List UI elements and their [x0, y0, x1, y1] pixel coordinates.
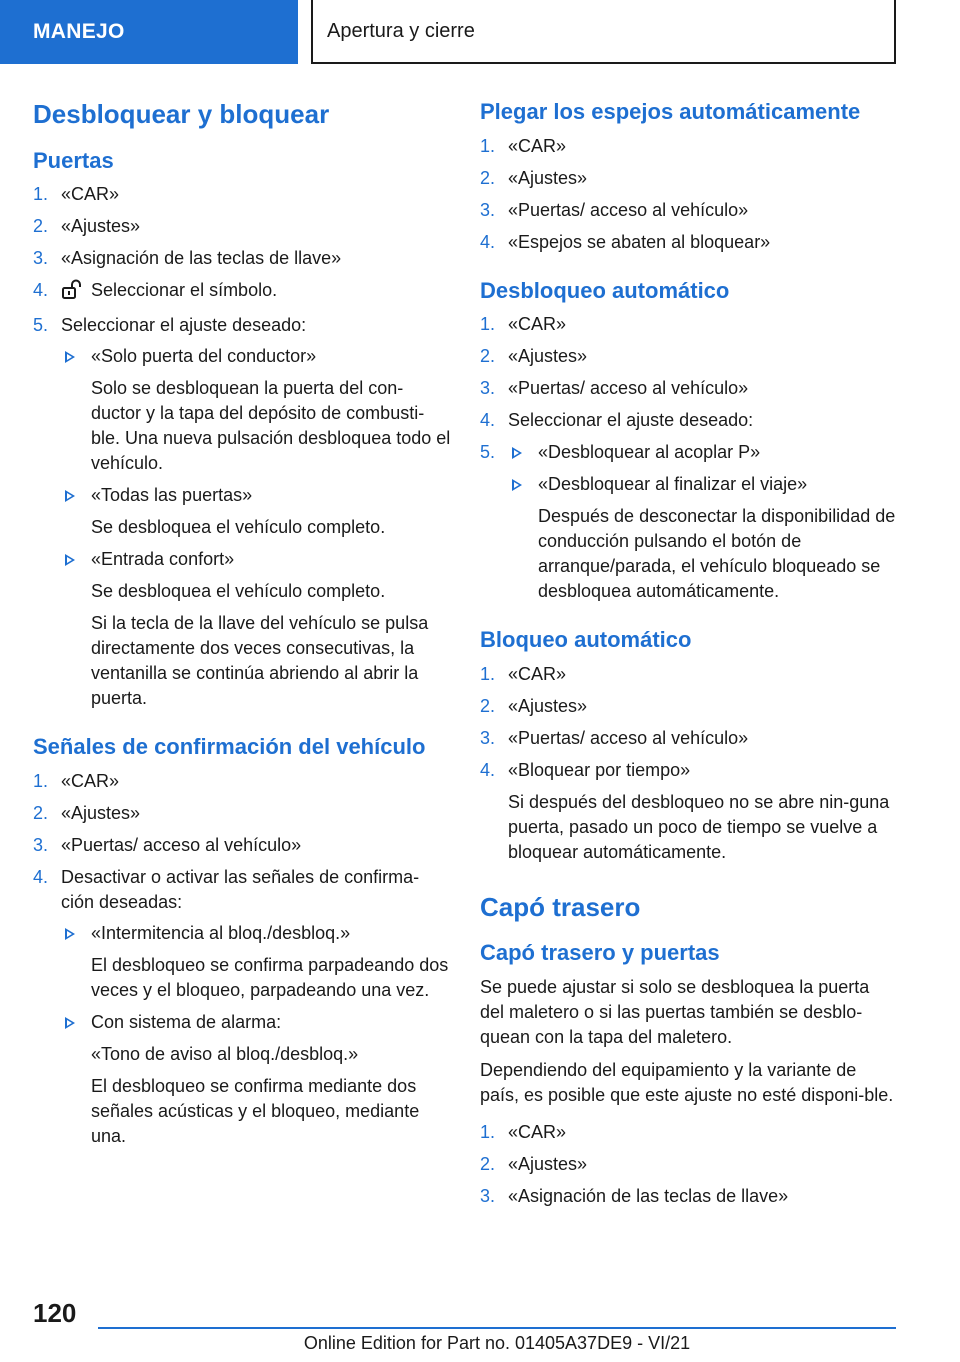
list-item: 5. Seleccionar el ajuste deseado: «Solo puerta del conductor» Solo se desbloquean la puerta del con-ductor y la tapa del depósito de combusti-ble. Una nueva pulsación desbloquea todo el vehículo. «Todas las puertas» Se desbloquea el vehículo completo. «Entrada confort» Se desbloquea el vehículo completo. Si la tecla de la llave del vehículo se pulsa directamente dos veces consecutivas, la ventanilla se continúa abriendo al abrir la puerta. — [33, 313, 451, 711]
list-item: 1. «CAR» — [480, 663, 567, 684]
triangle-bullet-icon — [65, 928, 75, 940]
list-item: 1. «CAR» — [33, 770, 120, 791]
triangle-bullet-icon — [512, 447, 522, 459]
option-item: «Desbloquear al finalizar el viaje» Después de desconectar la disponibilidad de conducción pulsando el botón de arranque/parada, el vehículo bloqueado se desbloquea automáticamente. — [508, 472, 898, 604]
list-item: 1. «CAR» — [480, 135, 567, 156]
list-item: 2. «Ajustes» — [480, 1153, 588, 1174]
signals-steps — [33, 769, 451, 1149]
doors-steps — [33, 182, 451, 711]
footer-divider — [98, 1327, 896, 1329]
option-item: «Desbloquear al acoplar P» — [508, 440, 898, 465]
list-item: 5. «Desbloquear al acoplar P» «Desbloquear al finalizar el viaje» Después de desconectar la disponibilidad de conducción pulsando el botón de arranque/parada, el vehículo bloqueado se desbloquea automáticamente. — [480, 440, 898, 604]
list-item: 2. «Ajustes» — [33, 802, 141, 823]
footer-edition: Online Edition for Part no. 01405A37DE9 - VI/21 — [303, 1333, 691, 1353]
triangle-bullet-icon — [65, 1017, 75, 1029]
triangle-bullet-icon — [65, 351, 75, 363]
list-item: 3. «Puertas/ acceso al vehículo» — [480, 199, 749, 220]
left-column — [33, 98, 451, 1156]
paragraph: Se puede ajustar si solo se desbloquea la puerta del maletero o si las puertas también se desblo-quean con la tapa del maletero. — [480, 976, 870, 1047]
triangle-bullet-icon — [65, 554, 75, 566]
option-item: «Todas las puertas» Se desbloquea el vehículo completo. — [61, 483, 451, 540]
doors-options — [61, 344, 451, 711]
heading-auto-lock: Bloqueo automático — [480, 627, 692, 652]
list-item: 3. «Puertas/ acceso al vehículo» — [33, 834, 302, 855]
list-item: 2. «Ajustes» — [33, 216, 141, 236]
list-item: 3. «Puertas/ acceso al vehículo» — [480, 378, 749, 398]
list-item: 1. «CAR» — [480, 1121, 567, 1142]
heading-confirmation-signals: Señales de confirmación del vehículo — [33, 734, 426, 759]
list-item: 2. «Ajustes» — [480, 167, 588, 188]
heading-fold-mirrors: Plegar los espejos automáticamente — [480, 99, 861, 124]
list-item: 3. «Asignación de las teclas de llave» — [33, 248, 342, 268]
triangle-bullet-icon — [65, 490, 75, 502]
tailgate-steps — [480, 1120, 898, 1209]
option-item: «Solo puerta del conductor» Solo se desbloquean la puerta del con-ductor y la tapa del depósito de combusti-ble. Una nueva pulsación desbloquea todo el vehículo. — [61, 344, 451, 476]
right-column — [480, 98, 898, 1216]
list-item: 3. «Puertas/ acceso al vehículo» — [480, 727, 749, 748]
list-item: 1. «CAR» — [480, 314, 567, 334]
page-number: 120 — [33, 1298, 77, 1328]
paragraph: Dependiendo del equipamiento y la variante de país, es posible que este ajuste no esté disponi-ble. — [480, 1059, 894, 1105]
triangle-bullet-icon — [512, 479, 522, 491]
signals-options — [61, 921, 451, 1149]
autounlock-steps — [480, 312, 898, 604]
list-item: 2. «Ajustes» — [480, 346, 588, 366]
option-item: Con sistema de alarma: «Tono de aviso al bloq./desbloq.» El desbloqueo se confirma mediante dos señales acústicas y el bloqueo, mediante una. — [61, 1010, 451, 1149]
list-item: 1. «CAR» — [33, 184, 120, 204]
mirrors-steps — [480, 134, 898, 255]
autolock-steps — [480, 662, 898, 865]
list-item: 4. «Bloquear por tiempo» Si después del desbloqueo no se abre nin-guna puerta, pasado un poco de tiempo se vuelve a bloquear automáticamente. — [480, 759, 890, 862]
list-item: 2. «Ajustes» — [480, 695, 588, 716]
list-item: 4. Seleccionar el símbolo. — [33, 278, 451, 306]
list-item: 3. «Asignación de las teclas de llave» — [480, 1185, 789, 1206]
header-chapter-label: Apertura y cierre — [327, 19, 475, 42]
heading-unlock-lock: Desbloquear y bloquear — [33, 99, 330, 129]
list-item: 4. Desactivar o activar las señales de confirma-ción deseadas: «Intermitencia al bloq./desbloq.» El desbloqueo se confirma parpadeando dos veces y el bloqueo, parpadeando una vez. Con sistema de alarma: «Tono de aviso al bloq./desbloq.» El desbloqueo se confirma mediante dos señales acústicas y el bloqueo, mediante una. — [33, 865, 451, 1149]
header-section-label: MANEJO — [33, 20, 125, 43]
heading-tailgate: Capó trasero — [480, 891, 641, 922]
header-chapter — [311, 0, 896, 64]
list-item: 4. «Espejos se abaten al bloquear» — [480, 231, 771, 252]
heading-auto-unlock: Desbloqueo automático — [480, 277, 730, 303]
header-section-tab — [0, 0, 298, 64]
option-item: «Intermitencia al bloq./desbloq.» El desbloqueo se confirma parpadeando dos veces y el bloqueo, parpadeando una vez. — [61, 921, 451, 1003]
heading-tailgate-doors: Capó trasero y puertas — [480, 940, 720, 965]
heading-doors: Puertas — [33, 147, 114, 173]
option-item: «Entrada confort» Se desbloquea el vehículo completo. Si la tecla de la llave del vehículo se pulsa directamente dos veces consecutivas, la ventanilla se continúa abriendo al abrir la puerta. — [61, 547, 451, 711]
list-item: 4. Seleccionar el ajuste deseado: — [480, 410, 754, 430]
unlock-icon — [61, 279, 83, 306]
autounlock-options — [508, 440, 898, 604]
